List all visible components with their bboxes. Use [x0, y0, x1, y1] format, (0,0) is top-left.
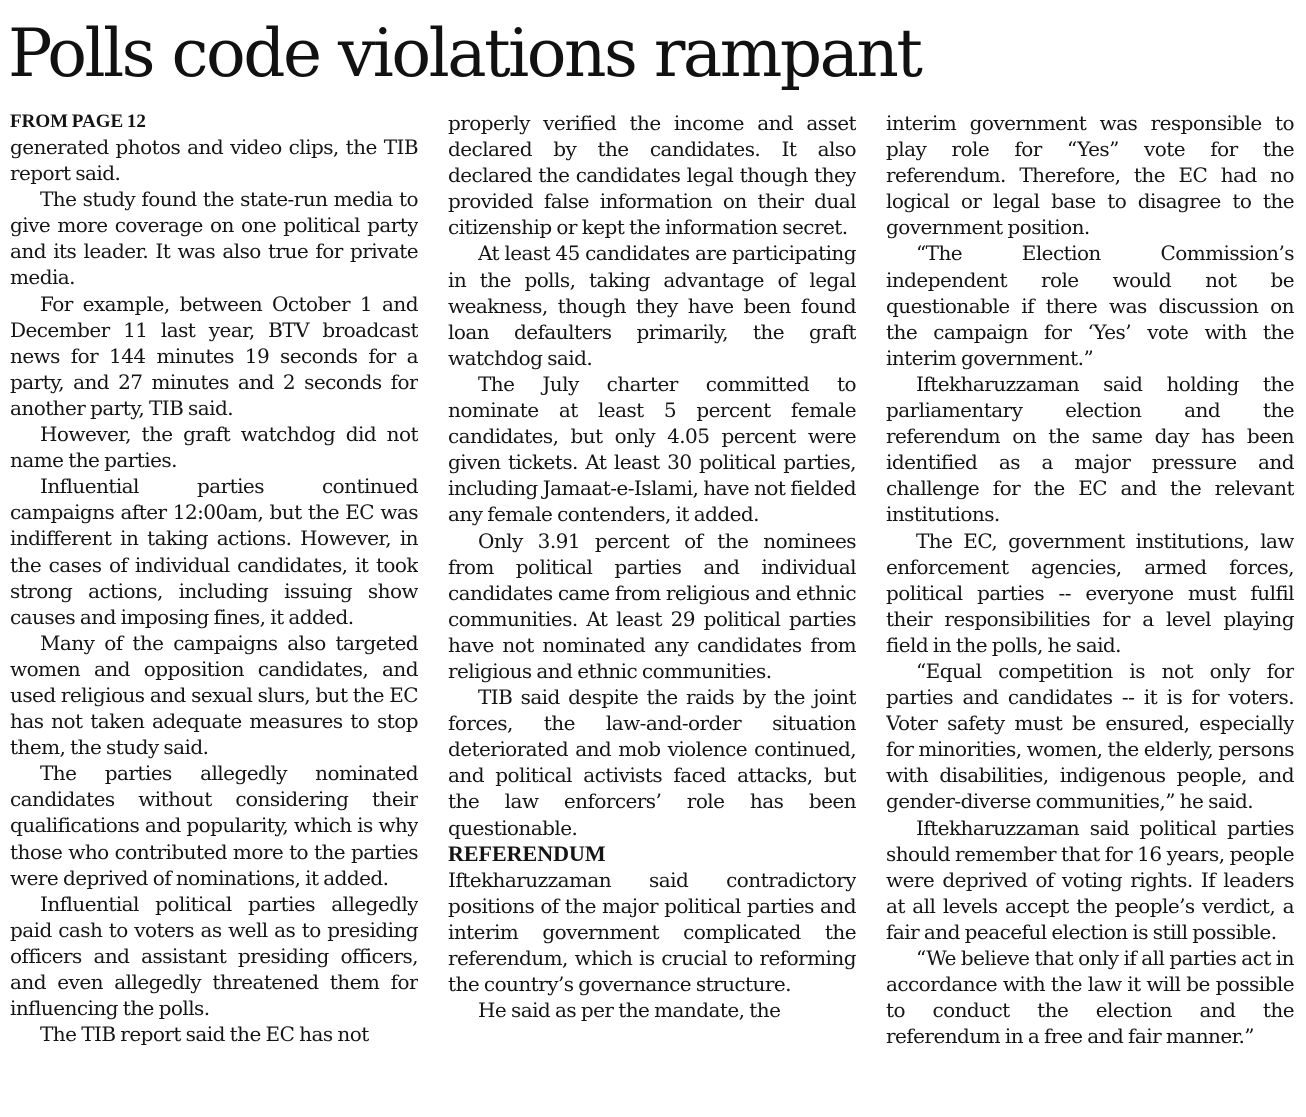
paragraph: At least 45 candidates are participating in the polls, taking advantage of legal weakness, though they have been found loan defaulters primarily, the graft watchdog said. [448, 241, 856, 370]
paragraph: Many of the campaigns also targeted women and opposition candidates, and used religious and sexual slurs, but the EC has not taken adequate measures to stop them, the study said. [10, 630, 418, 760]
paragraph: The EC, government institutions, law enforcement agencies, armed forces, political parties -- everyone must fulfil their responsibilities for a level playing field in the polls, he said. [886, 528, 1294, 657]
paragraph: Iftekharuzzaman said holding the parliamentary election and the referendum on the same day has been identified as a major pressure and challenge for the EC and the relevant institutions. [886, 371, 1294, 527]
paragraph: For example, between October 1 and December 11 last year, BTV broadcast news for 144 minutes 19 seconds for a party, and 27 minutes and 2 seconds for another party, TIB said. [10, 291, 418, 420]
paragraph: Iftekharuzzaman said political parties should remember that for 16 years, people were deprived of voting rights. If leaders at all levels accept the people’s verdict, a fair and peaceful election is still possible. [886, 815, 1294, 944]
article-column-1 [10, 110, 418, 1110]
paragraph: The parties allegedly nominated candidates without considering their qualifications and popularity, which is why those who contributed more to the parties were deprived of nominations, it added. [10, 761, 418, 890]
paragraph: Influential parties continued campaigns after 12:00am, but the EC was indifferent in taking actions. However, in the cases of individual candidates, it took strong actions, including issuing show causes and imposing fines, it added. [10, 474, 418, 629]
paragraph: “We believe that only if all parties act in accordance with the law it will be possible to conduct the election and the referendum in a free and fair manner.” [886, 946, 1294, 1049]
article-column-2 [448, 110, 856, 1110]
paragraph: Influential political parties allegedly paid cash to voters as well as to presiding officers and assistant presiding officers, and even allegedly threatened them for influencing the polls. [10, 891, 418, 1021]
article-column-3 [886, 110, 1294, 1110]
paragraph: The study found the state-run media to give more coverage on one political party and its leader. It was also true for private media. [10, 187, 418, 290]
paragraph: generated photos and video clips, the TIB report said. [10, 135, 418, 186]
continuation-kicker: FROM PAGE 12 [10, 111, 146, 132]
paragraph: TIB said despite the raids by the joint forces, the law-and-order situation deteriorated and mob violence continued, and political activists faced attacks, but the law enforcers’ role has been questionable. [448, 685, 856, 840]
paragraph: Only 3.91 percent of the nominees from political parties and individual candidates came from religious and ethnic communities. At least 29 political parties have not nominated any candidates from religious and ethnic communities. [448, 528, 856, 683]
paragraph: However, the graft watchdog did not name the parties. [10, 422, 418, 473]
paragraph: He said as per the mandate, the [478, 998, 781, 1023]
paragraph: interim government was responsible to play role for “Yes” vote for the referendum. Therefore, the EC had no logical or legal base to disagree to the government position. [886, 111, 1294, 240]
section-subhead: REFERENDUM [448, 840, 606, 866]
paragraph: “The Election Commission’s independent role would not be questionable if there was discussion on the campaign for ‘Yes’ vote with the interim government.” [886, 241, 1294, 370]
paragraph: “Equal competition is not only for parties and candidates -- it is for voters. Voter safety must be ensured, especially for minorities, women, the elderly, persons with disabilities, indigenous people, and gender-diverse communities,” he said. [886, 658, 1294, 814]
paragraph: Iftekharuzzaman said contradictory positions of the major political parties and interim government complicated the referendum, which is crucial to reforming the country’s governance structure. [448, 867, 856, 996]
headline: Polls code violations rampant [8, 15, 921, 92]
paragraph: The TIB report said the EC has not [40, 1022, 369, 1047]
paragraph: properly verified the income and asset declared by the candidates. It also declared the candidates legal though they provided false information on their dual citizenship or kept the information secret. [448, 111, 856, 240]
paragraph: The July charter committed to nominate at least 5 percent female candidates, but only 4.05 percent were given tickets. At least 30 political parties, including Jamaat-e-Islami, have not fielded any female contenders, it added. [448, 371, 856, 527]
